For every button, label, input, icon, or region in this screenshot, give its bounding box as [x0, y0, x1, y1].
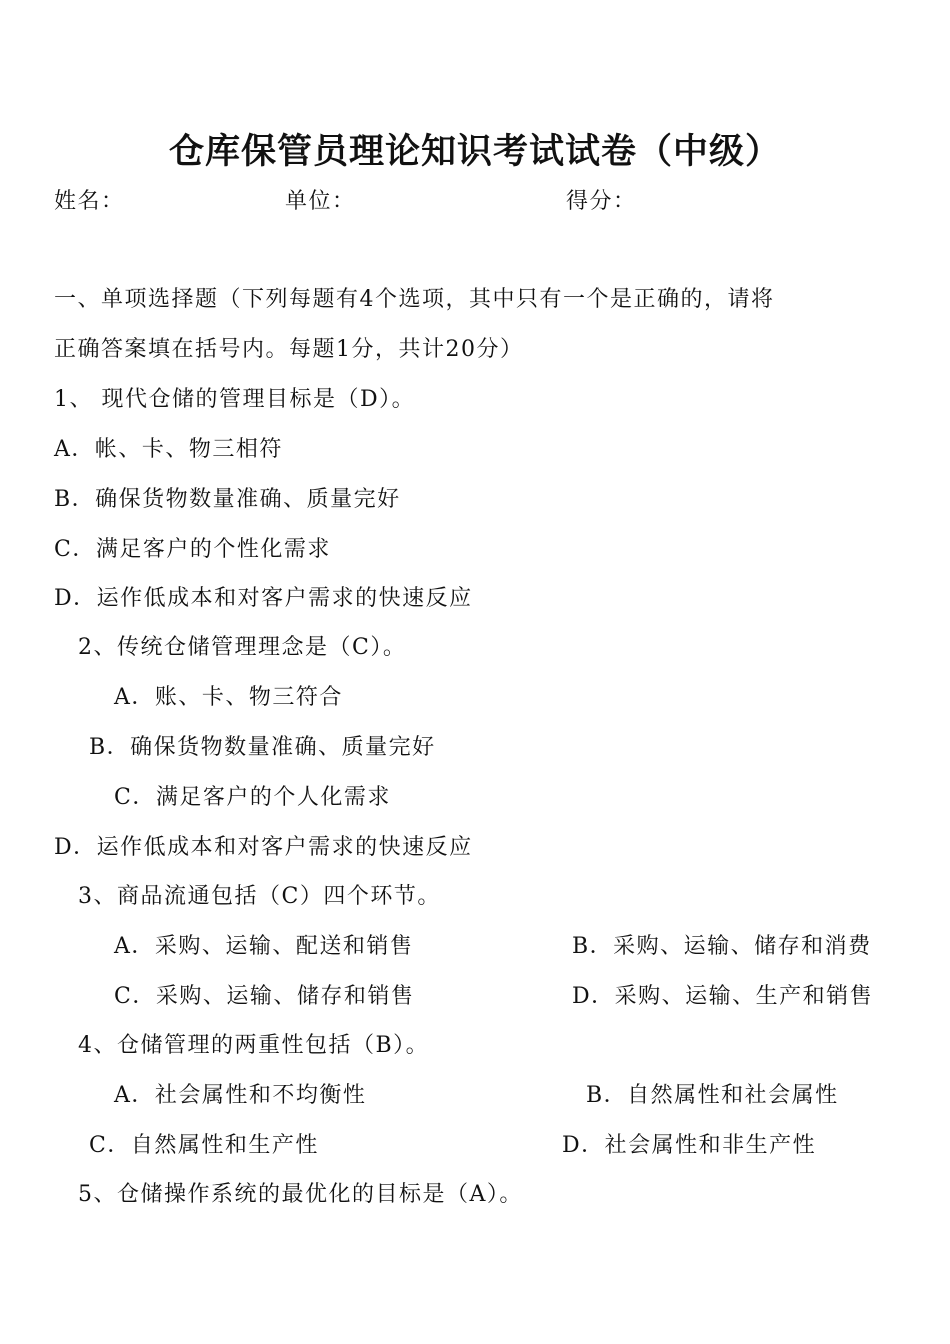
question-3-option-a: A．采购、运输、配送和销售 [114, 934, 414, 959]
section-instructions-line2: 正确答案填在括号内。每题1分，共计20分） [54, 337, 524, 362]
question-stem-4: 4、仓储管理的两重性包括（B）。 [78, 1033, 430, 1058]
question-3-option-d: D．采购、运输、生产和销售 [572, 984, 874, 1009]
unit-label: 单位： [285, 189, 356, 214]
question-4-option-a: A．社会属性和不均衡性 [114, 1083, 367, 1108]
question-3-option-b: B．采购、运输、储存和消费 [572, 934, 872, 959]
question-2-option-b: B．确保货物数量准确、质量完好 [89, 735, 436, 760]
question-stem-2: 2、传统仓储管理理念是（C）。 [78, 635, 407, 660]
question-2-option-d: D．运作低成本和对客户需求的快速反应 [54, 835, 473, 860]
question-1-option-c: C．满足客户的个性化需求 [54, 537, 331, 562]
question-stem-3: 3、商品流通包括（C）四个环节。 [78, 884, 441, 909]
question-4-option-c: C．自然属性和生产性 [89, 1133, 319, 1158]
question-stem-5: 5、仓储操作系统的最优化的目标是（A）。 [78, 1182, 523, 1207]
page-title: 仓库保管员理论知识考试试卷（中级） [168, 131, 781, 172]
question-3-option-c: C．采购、运输、储存和销售 [114, 984, 415, 1009]
question-2-option-c: C．满足客户的个人化需求 [114, 785, 391, 810]
score-label: 得分： [566, 189, 637, 214]
question-stem-1: 1、 现代仓储的管理目标是（D）。 [54, 387, 416, 412]
question-4-option-b: B．自然属性和社会属性 [586, 1083, 839, 1108]
question-1-option-a: A．帐、卡、物三相符 [54, 437, 283, 462]
section-instructions-line1: 一、单项选择题（下列每题有4个选项，其中只有一个是正确的，请将 [54, 287, 775, 312]
name-label: 姓名： [54, 189, 125, 214]
question-1-option-d: D．运作低成本和对客户需求的快速反应 [54, 586, 473, 611]
question-2-option-a: A．账、卡、物三符合 [114, 685, 343, 710]
question-4-option-d: D．社会属性和非生产性 [562, 1133, 817, 1158]
question-1-option-b: B．确保货物数量准确、质量完好 [54, 487, 401, 512]
